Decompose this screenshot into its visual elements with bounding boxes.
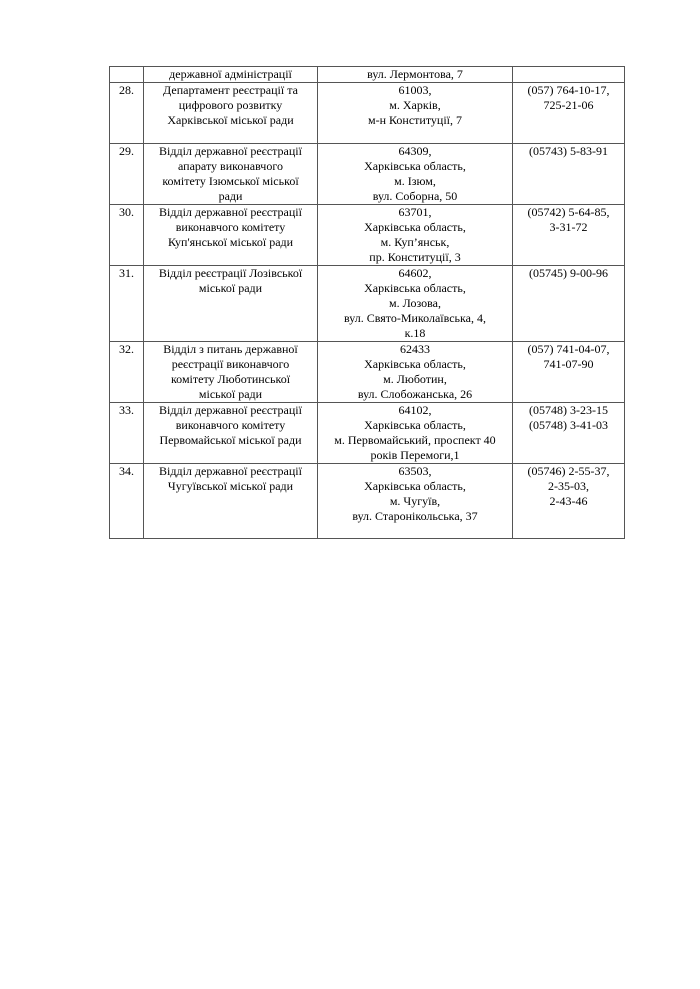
address-line: м. Харків, [389, 98, 441, 112]
address-line: м. Куп’янськ, [380, 235, 450, 249]
table-row [110, 144, 625, 205]
office-name-cell [144, 464, 318, 539]
office-name-line: Чугуївської міської ради [167, 479, 294, 493]
address-cell [318, 342, 513, 403]
office-name-line: виконавчого комітету [175, 418, 286, 432]
address-line: 61003, [398, 83, 432, 97]
phone-line: (057) 764-10-17, [527, 83, 610, 97]
table-row [110, 403, 625, 464]
address-line: вул. Соборна, 50 [372, 189, 458, 203]
office-name-cell [144, 266, 318, 342]
phone-cell [513, 342, 625, 403]
table-row [110, 205, 625, 266]
office-name-line: Відділ державної реєстрації [159, 144, 302, 158]
office-name-line: комітету Ізюмської міської [162, 174, 299, 188]
address-cell [318, 403, 513, 464]
row-number: 31. [119, 266, 134, 280]
phone-cell [513, 464, 625, 539]
address-line: м. Люботин, [383, 372, 447, 386]
office-name-line: міської ради [198, 387, 263, 401]
address-line: 64602, [398, 266, 432, 280]
row-number-cell [110, 67, 144, 83]
office-name-cell [144, 67, 318, 83]
address-cell [318, 266, 513, 342]
phone-line: 2-35-03, [548, 479, 589, 493]
row-number: 32. [119, 342, 134, 356]
row-number: 30. [119, 205, 134, 219]
phone-cell [513, 403, 625, 464]
phone-line: 2-43-46 [549, 494, 588, 508]
office-name-cell [144, 83, 318, 144]
table-row [110, 67, 625, 83]
registry-table [109, 66, 625, 539]
row-number-cell [110, 205, 144, 266]
address-line: м-н Конституції, 7 [367, 113, 462, 127]
phone-line: (05743) 5-83-91 [529, 144, 608, 158]
office-name-cell [144, 403, 318, 464]
row-number: 34. [119, 464, 134, 478]
row-number: 29. [119, 144, 134, 158]
office-name-line: Відділ державної реєстрації [159, 464, 302, 478]
address-line: м. Чугуїв, [389, 494, 441, 508]
phone-line: 741-07-90 [543, 357, 594, 371]
phone-line: (057) 741-04-07, [527, 342, 610, 356]
address-cell [318, 83, 513, 144]
phone-cell [513, 67, 625, 83]
phone-line: (05748) 3-41-03 [529, 418, 608, 432]
office-name-line: Департамент реєстрації та [163, 83, 298, 97]
address-line: 63503, [398, 464, 432, 478]
address-line: Харківська область, [364, 418, 466, 432]
table-row [110, 342, 625, 403]
address-line: років Перемоги,1 [370, 448, 460, 462]
office-name-line: комітету Люботинської [170, 372, 291, 386]
office-name-line: державної адміністрації [169, 67, 292, 81]
address-line: м. Ізюм, [394, 174, 436, 188]
phone-cell [513, 83, 625, 144]
office-name-cell [144, 205, 318, 266]
address-cell [318, 464, 513, 539]
row-number: 33. [119, 403, 134, 417]
phone-line: 3-31-72 [549, 220, 588, 234]
address-cell [318, 205, 513, 266]
office-name-line: Відділ державної реєстрації [159, 205, 302, 219]
office-name-cell [144, 342, 318, 403]
office-name-line: Відділ державної реєстрації [159, 403, 302, 417]
office-name-line: виконавчого комітету [175, 220, 286, 234]
address-line: м. Первомайський, проспект 40 [334, 433, 496, 447]
address-line: пр. Конституції, 3 [369, 250, 461, 264]
address-line: 64309, [398, 144, 432, 158]
phone-line: 725-21-06 [543, 98, 594, 112]
address-line: Харківська область, [364, 220, 466, 234]
address-line: Харківська область, [364, 159, 466, 173]
office-name-line: Куп'янської міської ради [167, 235, 294, 249]
address-line: 64102, [398, 403, 432, 417]
phone-cell [513, 266, 625, 342]
row-number-cell [110, 403, 144, 464]
phone-cell [513, 205, 625, 266]
address-line: Харківська область, [364, 357, 466, 371]
address-line: вул. Лермонтова, 7 [367, 67, 463, 81]
phone-cell [513, 144, 625, 205]
office-name-line: Відділ реєстрації Лозівської [158, 266, 303, 280]
office-name-line: Харківської міської ради [167, 113, 294, 127]
row-number-cell [110, 83, 144, 144]
table-row [110, 266, 625, 342]
office-name-line: міської ради [198, 281, 263, 295]
office-name-cell [144, 144, 318, 205]
address-cell [318, 67, 513, 83]
address-cell [318, 144, 513, 205]
office-name-line: ради [218, 189, 243, 203]
table-row [110, 464, 625, 539]
table-row [110, 83, 625, 144]
address-line: вул. Старонікольська, 37 [352, 509, 478, 523]
office-name-line: реєстрації виконавчого [171, 357, 290, 371]
address-line: вул. Свято-Миколаївська, 4, [343, 311, 486, 325]
phone-line: (05748) 3-23-15 [529, 403, 608, 417]
office-name-line: цифрового розвитку [178, 98, 283, 112]
row-number: 28. [119, 83, 134, 97]
row-number-cell [110, 266, 144, 342]
address-line: 63701, [398, 205, 432, 219]
phone-line: (05742) 5-64-85, [527, 205, 610, 219]
address-line: Харківська область, [364, 281, 466, 295]
registry-table-body [110, 67, 625, 539]
phone-line: (05746) 2-55-37, [527, 464, 610, 478]
row-number-cell [110, 144, 144, 205]
office-name-line: апарату виконавчого [178, 159, 283, 173]
address-line: к.18 [404, 326, 426, 340]
address-line: 62433 [400, 342, 430, 356]
row-number-cell [110, 464, 144, 539]
address-line: вул. Слобожанська, 26 [357, 387, 473, 401]
row-number-cell [110, 342, 144, 403]
office-name-line: Первомайської міської ради [159, 433, 302, 447]
phone-line: (05745) 9-00-96 [529, 266, 608, 280]
office-name-line: Відділ з питань державної [163, 342, 298, 356]
address-line: Харківська область, [364, 479, 466, 493]
address-line: м. Лозова, [389, 296, 441, 310]
